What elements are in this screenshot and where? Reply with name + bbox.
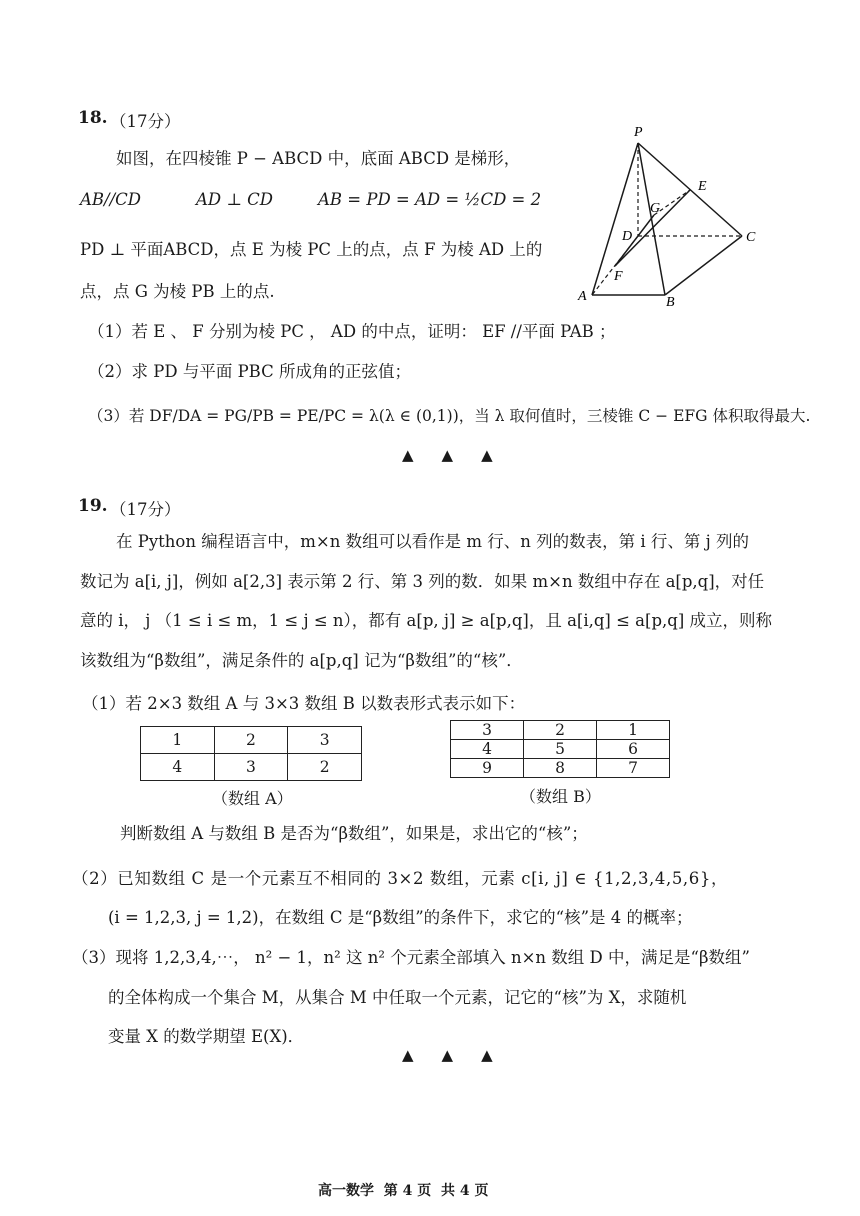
table-cell: 1 xyxy=(141,727,215,754)
label-C: C xyxy=(746,230,756,245)
pyramid-figure xyxy=(570,120,770,315)
label-G: G xyxy=(650,201,661,216)
edge-BC xyxy=(665,236,742,295)
q19-part3-line1: （3）现将 1,2,3,4,⋯， n² − 1，n² 这 n² 个元素全部填入 n×n 数组 D 中，满足是“β数组” xyxy=(72,948,750,967)
q18-stem-line2a: AB//CD xyxy=(80,190,142,209)
label-P: P xyxy=(634,125,643,140)
q18-part1: （1）若 E 、 F 分别为棱 PC ， AD 的中点，证明： EF //平面 PAB ； xyxy=(88,322,616,341)
table-cell: 4 xyxy=(141,754,215,781)
table-row xyxy=(451,759,670,778)
q18-stem-line2c: AB = PD = AD = ½CD = 2 xyxy=(318,190,542,209)
q19-points: （17分） xyxy=(110,500,181,519)
table-row xyxy=(451,740,670,759)
triangle-mark: ▲ xyxy=(481,446,493,464)
table-cell: 3 xyxy=(214,754,288,781)
label-F: F xyxy=(614,269,623,284)
table-cell: 2 xyxy=(288,754,362,781)
q18-number: 18. xyxy=(78,108,108,128)
q19-number: 19. xyxy=(78,496,108,516)
table-cell: 8 xyxy=(524,759,597,778)
q19-part3-line3: 变量 X 的数学期望 E(X)． xyxy=(108,1027,305,1046)
label-A: A xyxy=(578,289,587,304)
q19-part1-question: 判断数组 A 与数组 B 是否为“β数组”，如果是，求出它的“核”； xyxy=(120,824,588,843)
label-E: E xyxy=(698,179,707,194)
array-b-table xyxy=(450,720,670,778)
segment-FG xyxy=(615,215,654,266)
section-divider xyxy=(402,446,493,464)
edge-PC xyxy=(638,143,742,236)
table-cell: 1 xyxy=(597,721,670,740)
q19-intro-line2: 数记为 a[i, j]，例如 a[2,3] 表示第 2 行、第 3 列的数．如果 m×n 数组中存在 a[p,q]，对任 xyxy=(80,572,765,591)
q18-points: （17分） xyxy=(110,112,181,131)
triangle-mark: ▲ xyxy=(402,1046,414,1064)
table-cell: 3 xyxy=(288,727,362,754)
triangle-mark: ▲ xyxy=(441,446,454,464)
table-cell: 4 xyxy=(451,740,524,759)
table-row xyxy=(141,754,362,781)
q19-intro-line3: 意的 i， j （1 ≤ i ≤ m，1 ≤ j ≤ n），都有 a[p, j] ≥ a[p,q]，且 a[i,q] ≤ a[p,q] 成立，则称 xyxy=(80,611,773,630)
q19-part1: （1）若 2×3 数组 A 与 3×3 数组 B 以数表形式表示如下： xyxy=(82,694,526,713)
label-D: D xyxy=(622,229,633,244)
q19-part3-line2: 的全体构成一个集合 M，从集合 M 中任取一个元素，记它的“核”为 X，求随机 xyxy=(108,988,687,1007)
page-footer: 高一数学 第 4 页 共 4 页 xyxy=(318,1183,489,1199)
triangle-mark: ▲ xyxy=(481,1046,493,1064)
table-cell: 6 xyxy=(597,740,670,759)
table-row xyxy=(141,727,362,754)
table-cell: 7 xyxy=(597,759,670,778)
q18-stem-line4: 点，点 G 为棱 PB 上的点. xyxy=(80,282,275,301)
array-a-table xyxy=(140,726,362,781)
table-cell: 3 xyxy=(451,721,524,740)
q18-stem-line1: 如图，在四棱锥 P − ABCD 中，底面 ABCD 是梯形， xyxy=(116,149,521,168)
table-row xyxy=(451,721,670,740)
table-cell: 9 xyxy=(451,759,524,778)
q18-part3: （3）若 DF/DA = PG/PB = PE/PC = λ(λ ∈ (0,1))，当 λ 取何值时，三棱锥 C − EFG 体积取得最大. xyxy=(88,407,811,425)
q18-stem-line2b: AD ⊥ CD xyxy=(196,190,274,209)
q19-intro-line1: 在 Python 编程语言中，m×n 数组可以看作是 m 行、n 列的数表，第 i 行、第 j 列的 xyxy=(116,532,749,551)
table-cell: 2 xyxy=(524,721,597,740)
array-b-caption: （数组 B） xyxy=(520,787,601,806)
q19-part2-line2: (i = 1,2,3, j = 1,2)，在数组 C 是“β数组”的条件下，求它的“核”是 4 的概率； xyxy=(108,908,693,927)
table-cell: 2 xyxy=(214,727,288,754)
label-B: B xyxy=(666,295,675,310)
q19-intro-line4: 该数组为“β数组”，满足条件的 a[p,q] 记为“β数组”的“核”． xyxy=(80,651,523,670)
array-a-caption: （数组 A） xyxy=(212,789,293,808)
table-cell: 5 xyxy=(524,740,597,759)
triangle-mark: ▲ xyxy=(402,446,414,464)
q18-stem-line3: PD ⊥ 平面ABCD，点 E 为棱 PC 上的点，点 F 为棱 AD 上的 xyxy=(80,240,543,259)
q18-part2: （2）求 PD 与平面 PBC 所成角的正弦值； xyxy=(88,362,411,381)
q19-part2-line1: （2）已知数组 C 是一个元素互不相同的 3×2 数组，元素 c[i, j] ∈ {1,2,3,4,5,6}， xyxy=(72,869,729,888)
section-divider xyxy=(402,1046,493,1064)
triangle-mark: ▲ xyxy=(441,1046,454,1064)
